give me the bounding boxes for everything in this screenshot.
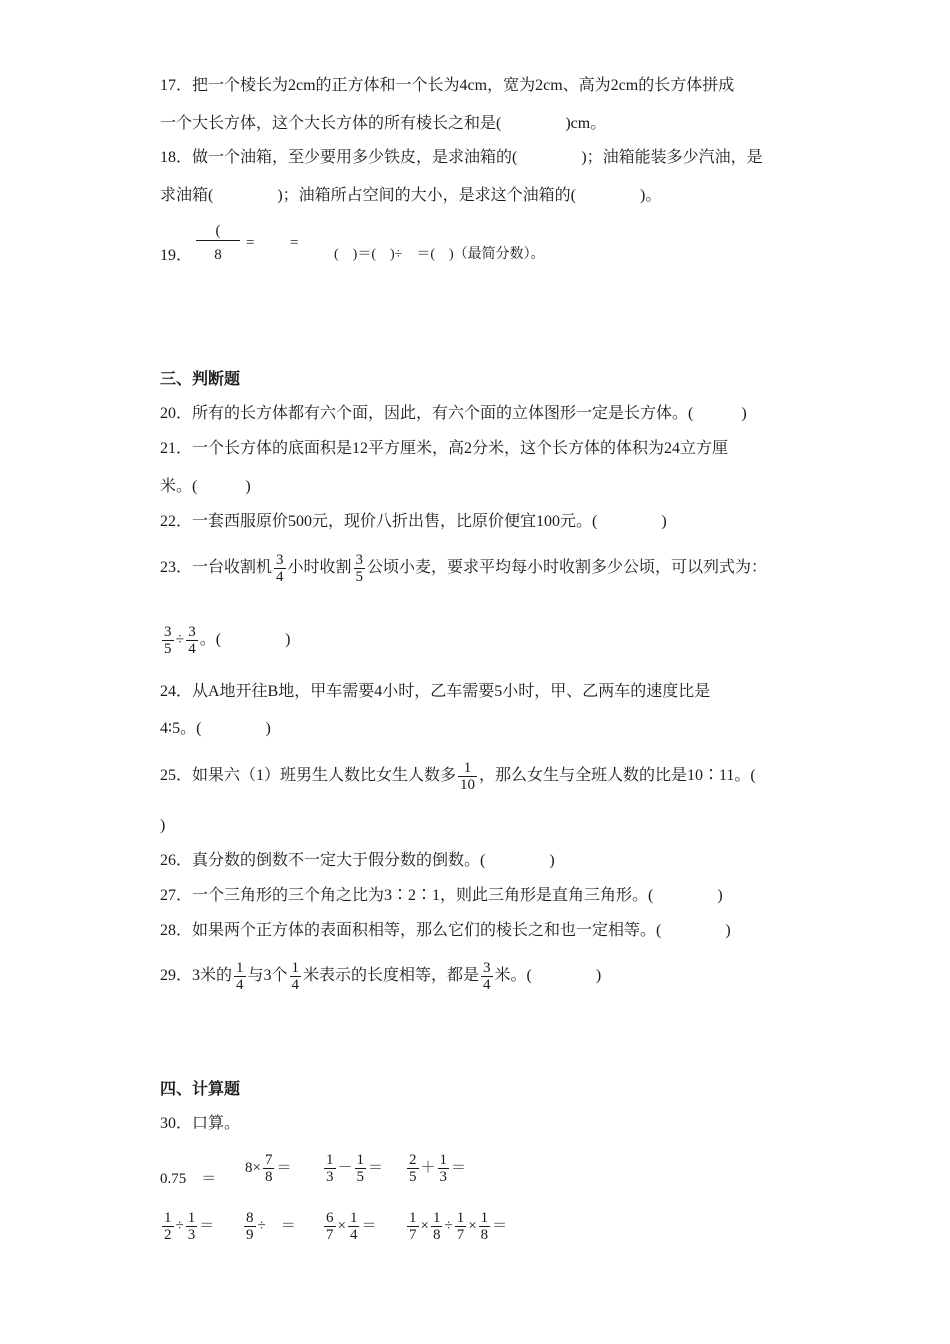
q23-divide: ÷	[175, 631, 185, 648]
calc-r1c2: 8× $\frac{7}{8}$ ＝	[245, 1152, 292, 1186]
q18-line2: 求油箱( )；油箱所占空间的大小，是求这个油箱的( )。	[160, 187, 662, 204]
calc-r1c1: 0.75 ＝	[160, 1171, 217, 1187]
q23-fraction-3-5: $\frac{3}{5}$	[355, 551, 364, 585]
q25-line2: )	[160, 817, 166, 834]
q26: 26．真分数的倒数不一定大于假分数的倒数。( )	[160, 852, 555, 869]
calc-r1c4: $\frac{2}{5}$ ＋ $\frac{1}{3}$ ＝	[409, 1152, 467, 1186]
q28: 28．如果两个正方体的表面积相等，那么它们的棱长之和也一定相等。( )	[160, 922, 731, 939]
q29	[160, 956, 601, 996]
q23-text-2: 小时收割	[287, 559, 352, 576]
q29-text-1: 29．3米的	[160, 967, 233, 984]
q21-line2: 米。( )	[160, 478, 251, 495]
q23-text-3: 公顷小麦，要求平均每小时收割多少公顷，可以列式为：	[367, 559, 768, 576]
q24-line1: 24．从A地开往B地，甲车需要4小时，乙车需要5小时，甲、乙两车的速度比是	[160, 683, 711, 700]
q19-equals-1: =	[246, 235, 255, 251]
q23-line2	[160, 620, 290, 660]
q29-fraction-3-4: $\frac{3}{4}$	[483, 959, 491, 993]
calc-r2c4: $\frac{1}{7}$ × $\frac{1}{8}$ ÷ $\frac{1}{7}$ × $\frac{1}{8}$ ＝	[409, 1210, 508, 1244]
q29-text-2: 与3个	[247, 967, 288, 984]
calc-r2c1: $\frac{1}{2}$ ÷ $\frac{1}{3}$ ＝	[164, 1210, 215, 1244]
q29-text-4: 米。( )	[494, 967, 602, 984]
q17-line1: 17．把一个棱长为2cm的正方体和一个长为4cm，宽为2cm、高为2cm的长方体拼成	[160, 77, 735, 94]
q19-label: 19．	[160, 247, 193, 264]
q17-line2: 一个大长方体，这个大长方体的所有棱长之和是( )cm。	[160, 115, 607, 132]
q21-line1: 21．一个长方体的底面积是12平方厘米，高2分米，这个长方体的体积为24立方厘	[160, 440, 729, 457]
q23-text-1: 23．一台收割机	[160, 559, 273, 576]
q23-fraction-3-4: $\frac{3}{4}$	[276, 551, 284, 585]
q30-label: 30．口算。	[160, 1115, 241, 1132]
calc-r1c3: $\frac{1}{3}$ － $\frac{1}{5}$ ＝	[326, 1152, 384, 1186]
q19-equals-2: =	[290, 235, 299, 251]
q22: 22．一套西服原价500元，现价八折出售，比原价便宜100元。( )	[160, 513, 667, 530]
q27: 27．一个三角形的三个角之比为3∶2∶1，则此三角形是直角三角形。( )	[160, 887, 723, 904]
q29-fraction-1-4-b: $\frac{1}{4}$	[291, 959, 300, 993]
section-3-heading: 三、判断题	[160, 371, 241, 388]
q19-fraction-numerator: (	[196, 222, 240, 241]
calc-r2c3: $\frac{6}{7}$ × $\frac{1}{4}$ ＝	[326, 1210, 377, 1244]
q24-line2: 4∶5。( )	[160, 720, 271, 737]
q23-expr-fraction-3-5: $\frac{3}{5}$	[164, 623, 172, 657]
q25-text-1: 25．如果六（1）班男生人数比女生人数多	[160, 767, 457, 784]
q29-fraction-1-4-a: $\frac{1}{4}$	[236, 959, 244, 993]
q20: 20．所有的长方体都有六个面，因此，有六个面的立体图形一定是长方体。( )	[160, 405, 747, 422]
q23-expr-fraction-3-4: $\frac{3}{4}$	[188, 623, 196, 657]
calc-r2c2: $\frac{8}{9}$ ÷ ＝	[246, 1210, 296, 1244]
q19-tail: ( )＝( )÷ ＝( )（最简分数）。	[334, 247, 545, 262]
q18-line1: 18．做一个油箱，至少要用多少铁皮，是求油箱的( )；油箱能装多少汽油，是	[160, 149, 763, 166]
q19-fraction-denominator: 8	[214, 247, 222, 263]
q23-line1	[160, 548, 767, 588]
q25-fraction-1-10: $\frac{1}{10}$	[460, 759, 476, 793]
q25-line1	[160, 756, 756, 796]
q23-tail: 。( )	[199, 631, 291, 648]
q29-text-3: 米表示的长度相等，都是	[303, 967, 480, 984]
section-4-heading: 四、计算题	[160, 1081, 241, 1098]
q25-text-2: ，那么女生与全班人数的比是10∶11。(	[479, 767, 756, 784]
